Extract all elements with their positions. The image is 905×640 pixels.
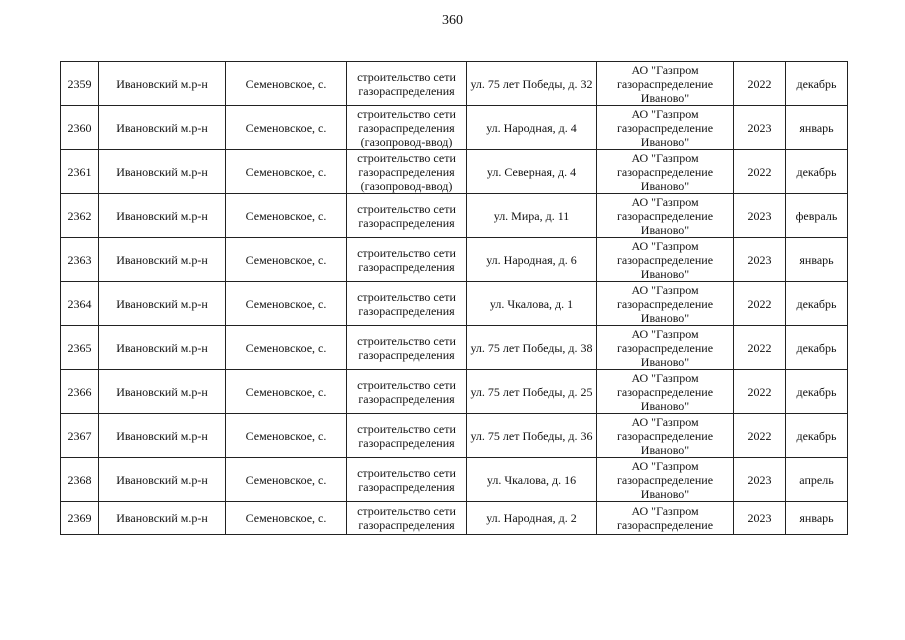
table-row — [61, 502, 848, 535]
year-cell: 2022 — [734, 370, 786, 414]
table-row — [61, 194, 848, 238]
organization-cell: АО "Газпром газораспределение Иваново" — [597, 194, 734, 238]
month-cell: февраль — [786, 194, 848, 238]
locality-cell: Семеновское, с. — [226, 150, 347, 194]
page-number: 360 — [442, 13, 463, 28]
district-cell: Ивановский м.р-н — [99, 326, 226, 370]
month-cell: декабрь — [786, 370, 848, 414]
gas-network-table — [60, 61, 848, 535]
month-cell: январь — [786, 502, 848, 535]
year-cell: 2023 — [734, 194, 786, 238]
month-cell: декабрь — [786, 150, 848, 194]
organization-cell: АО "Газпром газораспределение Иваново" — [597, 106, 734, 150]
district-cell: Ивановский м.р-н — [99, 502, 226, 535]
table-row — [61, 282, 848, 326]
address-cell: ул. Народная, д. 2 — [467, 502, 597, 535]
row-number-cell: 2359 — [61, 62, 99, 106]
organization-cell: АО "Газпром газораспределение Иваново" — [597, 150, 734, 194]
address-cell: ул. Народная, д. 4 — [467, 106, 597, 150]
table-body — [61, 62, 848, 535]
district-cell: Ивановский м.р-н — [99, 238, 226, 282]
work-type-cell: строительство сети газораспределения — [347, 62, 467, 106]
work-type-cell: строительство сети газораспределения — [347, 458, 467, 502]
row-number-cell: 2369 — [61, 502, 99, 535]
year-cell: 2022 — [734, 150, 786, 194]
address-cell: ул. 75 лет Победы, д. 36 — [467, 414, 597, 458]
month-cell: январь — [786, 106, 848, 150]
address-cell: ул. Мира, д. 11 — [467, 194, 597, 238]
organization-cell: АО "Газпром газораспределение — [597, 502, 734, 535]
table-row — [61, 150, 848, 194]
month-cell: декабрь — [786, 414, 848, 458]
row-number-cell: 2362 — [61, 194, 99, 238]
year-cell: 2023 — [734, 502, 786, 535]
locality-cell: Семеновское, с. — [226, 282, 347, 326]
table-row — [61, 458, 848, 502]
row-number-cell: 2365 — [61, 326, 99, 370]
work-type-cell: строительство сети газораспределения — [347, 194, 467, 238]
address-cell: ул. Чкалова, д. 16 — [467, 458, 597, 502]
row-number-cell: 2363 — [61, 238, 99, 282]
row-number-cell: 2360 — [61, 106, 99, 150]
locality-cell: Семеновское, с. — [226, 106, 347, 150]
gas-network-table-container — [60, 61, 848, 535]
address-cell: ул. Народная, д. 6 — [467, 238, 597, 282]
district-cell: Ивановский м.р-н — [99, 370, 226, 414]
table-row — [61, 326, 848, 370]
table-row — [61, 370, 848, 414]
district-cell: Ивановский м.р-н — [99, 282, 226, 326]
address-cell: ул. 75 лет Победы, д. 25 — [467, 370, 597, 414]
locality-cell: Семеновское, с. — [226, 326, 347, 370]
locality-cell: Семеновское, с. — [226, 458, 347, 502]
table-row — [61, 106, 848, 150]
year-cell: 2022 — [734, 62, 786, 106]
year-cell: 2022 — [734, 414, 786, 458]
work-type-cell: строительство сети газораспределения — [347, 414, 467, 458]
work-type-cell: строительство сети газораспределения — [347, 370, 467, 414]
row-number-cell: 2364 — [61, 282, 99, 326]
work-type-cell: строительство сети газораспределения — [347, 326, 467, 370]
organization-cell: АО "Газпром газораспределение Иваново" — [597, 414, 734, 458]
district-cell: Ивановский м.р-н — [99, 194, 226, 238]
table-row — [61, 238, 848, 282]
organization-cell: АО "Газпром газораспределение Иваново" — [597, 326, 734, 370]
year-cell: 2022 — [734, 282, 786, 326]
work-type-cell: строительство сети газораспределения — [347, 282, 467, 326]
locality-cell: Семеновское, с. — [226, 370, 347, 414]
work-type-cell: строительство сети газораспределения — [347, 502, 467, 535]
locality-cell: Семеновское, с. — [226, 414, 347, 458]
locality-cell: Семеновское, с. — [226, 62, 347, 106]
row-number-cell: 2361 — [61, 150, 99, 194]
work-type-cell: строительство сети газораспределения (газопровод-ввод) — [347, 150, 467, 194]
locality-cell: Семеновское, с. — [226, 194, 347, 238]
year-cell: 2022 — [734, 326, 786, 370]
month-cell: декабрь — [786, 326, 848, 370]
district-cell: Ивановский м.р-н — [99, 150, 226, 194]
row-number-cell: 2368 — [61, 458, 99, 502]
organization-cell: АО "Газпром газораспределение Иваново" — [597, 238, 734, 282]
row-number-cell: 2366 — [61, 370, 99, 414]
address-cell: ул. 75 лет Победы, д. 38 — [467, 326, 597, 370]
district-cell: Ивановский м.р-н — [99, 62, 226, 106]
locality-cell: Семеновское, с. — [226, 238, 347, 282]
row-number-cell: 2367 — [61, 414, 99, 458]
organization-cell: АО "Газпром газораспределение Иваново" — [597, 282, 734, 326]
work-type-cell: строительство сети газораспределения — [347, 238, 467, 282]
address-cell: ул. Чкалова, д. 1 — [467, 282, 597, 326]
address-cell: ул. Северная, д. 4 — [467, 150, 597, 194]
district-cell: Ивановский м.р-н — [99, 458, 226, 502]
year-cell: 2023 — [734, 106, 786, 150]
month-cell: январь — [786, 238, 848, 282]
month-cell: апрель — [786, 458, 848, 502]
district-cell: Ивановский м.р-н — [99, 106, 226, 150]
address-cell: ул. 75 лет Победы, д. 32 — [467, 62, 597, 106]
locality-cell: Семеновское, с. — [226, 502, 347, 535]
month-cell: декабрь — [786, 62, 848, 106]
table-row — [61, 414, 848, 458]
table-row — [61, 62, 848, 106]
organization-cell: АО "Газпром газораспределение Иваново" — [597, 458, 734, 502]
district-cell: Ивановский м.р-н — [99, 414, 226, 458]
year-cell: 2023 — [734, 458, 786, 502]
year-cell: 2023 — [734, 238, 786, 282]
organization-cell: АО "Газпром газораспределение Иваново" — [597, 62, 734, 106]
organization-cell: АО "Газпром газораспределение Иваново" — [597, 370, 734, 414]
month-cell: декабрь — [786, 282, 848, 326]
work-type-cell: строительство сети газораспределения (газопровод-ввод) — [347, 106, 467, 150]
